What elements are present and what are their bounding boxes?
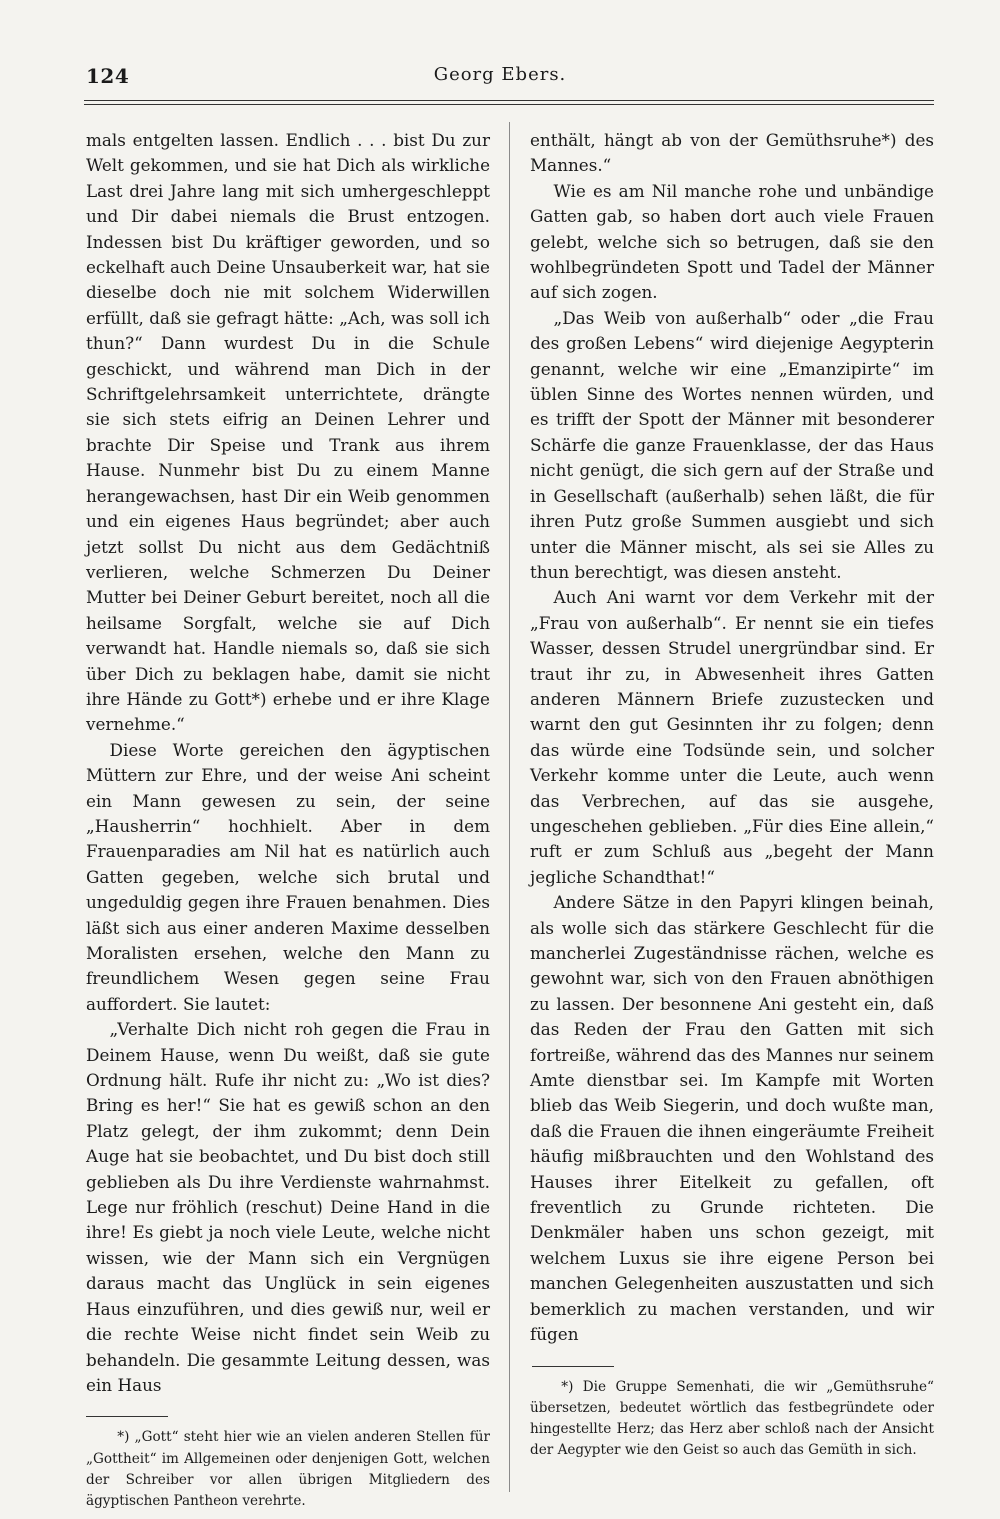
column-divider [509, 122, 510, 1492]
left-footnote: *) „Gott“ steht hier wie an vielen anderen Stellen für „Gottheit“ im Allgemeinen oder denjenigen Gott, welchen der Schreiber vor allen übrigen Mitgliedern des ägyptischen Pantheon verehrte. [86, 1429, 490, 1509]
right-paragraph-4: Auch Ani warnt vor dem Verkehr mit der „Frau von außerhalb“. Er nennt sie ein tiefes Wasser, dessen Strudel unergründbar sind. Er traut ihr zu, in Abwesenheit ihres Gatten anderen Männern Briefe zuzustecken und warnt den gut Gesinnten ihr zu folgen; denn das würde eine Todsünde sein, und solcher Verkehr komme unter die Leute, auch wenn das Verbrechen, auf das sie ausgehe, ungeschehen geblieben. „Für dies Eine allein,“ ruft er zum Schluß aus „begeht der Mann jegliche Schandthat!“ [530, 587, 934, 887]
header-rule-secondary [84, 104, 934, 105]
left-footnote-rule [86, 1416, 168, 1417]
right-paragraph-3: „Das Weib von außerhalb“ oder „die Frau des großen Lebens“ wird diejenige Aegypterin genannt, welche wir eine „Emanzipirte“ im üblen Sinne des Wortes nennen würden, und es trifft der Spott der Männer mit besonderer Schärfe die ganze Frauenklasse, der das Haus nicht genügt, die sich gern auf der Straße und in Gesellschaft (außerhalb) sehen läßt, die für ihren Putz große Summen ausgiebt und sich unter die Männer mischt, als sei sie Alles zu thun berechtigt, was diesen ansteht. [530, 307, 934, 582]
header-rule [84, 100, 934, 101]
left-column [86, 128, 490, 1512]
right-column [530, 128, 934, 1461]
right-footnote: *) Die Gruppe Semenhati, die wir „Gemüthsruhe“ übersetzen, bedeutet wörtlich das festbegründete oder hingestellte Herz; das Herz aber schloß nach der Ansicht der Aegypter wie den Geist so auch das Gemüth in sich. [530, 1378, 934, 1459]
right-paragraph-5: Andere Sätze in den Papyri klingen beinah, als wolle sich das stärkere Geschlecht für die mancherlei Zugeständnisse rächen, welche es gewohnt war, sich von den Frauen abnöthigen zu lassen. Der besonnene Ani gesteht ein, daß das Reden der Frau den Gatten mit sich fortreiße, während das des Mannes nur seinem Amte dienstbar sei. Im Kampfe mit Worten blieb das Weib Siegerin, und doch wußte man, daß die Frauen die ihnen eingeräumte Freiheit häufig mißbrauchten und den Wohlstand des Hauses ihrer Eitelkeit zu gefallen, oft freventlich zu Grunde richteten. Die Denkmäler haben uns schon gezeigt, mit welchem Luxus sie ihre eigene Person bei manchen Gelegenheiten auszustatten und sich bemerklich zu machen verstanden, und wir fügen [530, 892, 934, 1345]
right-paragraph-2: Wie es am Nil manche rohe und unbändige Gatten gab, so haben dort auch viele Frauen gelebt, welche sich so betrugen, daß sie den wohlbegründeten Spott und Tadel der Männer auf sich zogen. [530, 180, 934, 303]
left-paragraph-1: mals entgelten lassen. Endlich . . . bist Du zur Welt gekommen, und sie hat Dich als wirkliche Last drei Jahre lang mit sich umhergeschleppt und Dir dabei niemals die Brust entzogen. Indessen bist Du kräftiger geworden, und so eckelhaft auch Deine Unsauberkeit war, hat sie dieselbe doch nie mit solchem Widerwillen erfüllt, daß sie gefragt hätte: „Ach, was soll ich thun?“ Dann wurdest Du in die Schule geschickt, und während man Dich in der Schriftgelehrsamkeit unterrichtete, drängte sie sich stets eifrig an Deinen Lehrer und brachte Dir Speise und Trank aus ihrem Hause. Nunmehr bist Du zu einem Manne herangewachsen, hast Dir ein Weib genommen und ein eigenes Haus begründet; aber auch jetzt sollst Du nicht aus dem Gedächtniß verlieren, welche Schmerzen Du Deiner Mutter bei Deiner Geburt bereitet, noch all die heilsame Sorgfalt, welche sie auf Dich verwandt hat. Handle niemals so, daß sie sich über Dich zu beklagen habe, damit sie nicht ihre Hände zu Gott*) erhebe und er ihre Klage vernehme.“ [86, 130, 490, 735]
left-paragraph-3: „Verhalte Dich nicht roh gegen die Frau in Deinem Hause, wenn Du weißt, daß sie gute Ordnung hält. Rufe ihr nicht zu: „Wo ist dies? Bring es her!“ Sie hat es gewiß schon an den Platz gelegt, der ihm zukommt; denn Dein Auge hat sie beobachtet, und Du bist doch still geblieben als Du ihre Verdienste wahrnahmst. Lege nur fröhlich (reschut) Deine Hand in die ihre! Es giebt ja noch viele Leute, welche nicht wissen, wie der Mann sich ein Vergnügen daraus macht das Unglück in sein eigenes Haus einzuführen, und dies gewiß nur, weil er die rechte Weise nicht findet sein Weib zu behandeln. Die gesammte Leitung dessen, was ein Haus [86, 1019, 490, 1395]
running-head: Georg Ebers. [433, 64, 567, 85]
right-footnote-rule [532, 1366, 614, 1367]
left-column-body [86, 128, 490, 1398]
page-number: 124 [86, 64, 130, 88]
left-paragraph-2: Diese Worte gereichen den ägyptischen Müttern zur Ehre, und der weise Ani scheint ein Mann gewesen zu sein, der seine „Hausherrin“ hochhielt. Aber in dem Frauenparadies am Nil hat es natürlich auch Gatten gegeben, welche sich brutal und ungeduldig gegen ihre Frauen benahmen. Dies läßt sich aus einer anderen Maxime desselben Moralisten ersehen, welche den Mann zu freundlichem Wesen gegen seine Frau auffordert. Sie lautet: [86, 739, 490, 1014]
right-paragraph-1: enthält, hängt ab von der Gemüthsruhe*) des Mannes.“ [530, 130, 934, 176]
right-column-body [530, 128, 934, 1348]
